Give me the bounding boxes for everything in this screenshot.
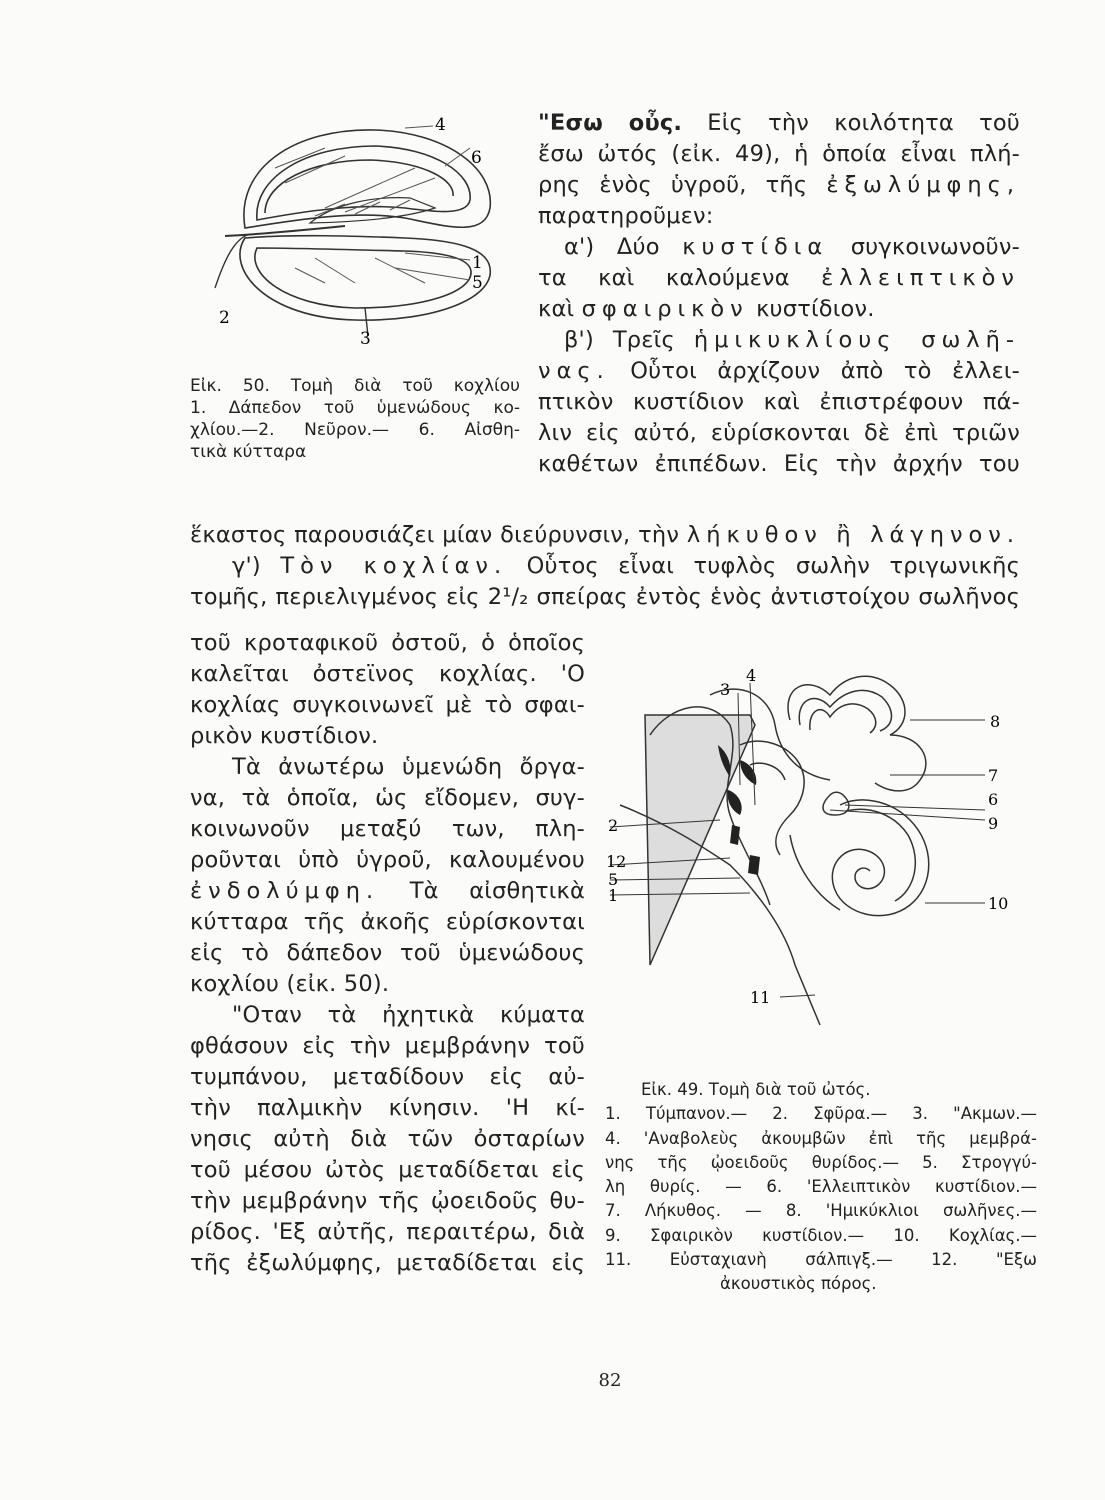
fig50-label-4: 4 bbox=[435, 115, 446, 135]
fig49-caption-line: 9. Σφαιρικὸν κυστίδιον.— 10. Κοχλίας.— bbox=[605, 1225, 1037, 1245]
fig49-label-3: 3 bbox=[720, 680, 731, 699]
spaced-term: νας. bbox=[538, 358, 610, 384]
text-line bbox=[538, 232, 1020, 263]
text-line: "Οταν τὰ ἠχητικὰ κύματα bbox=[232, 1002, 585, 1028]
text-line: καλεῖται ὀστεϊνος κοχλίας. 'Ο bbox=[190, 661, 585, 687]
text-line: ρίδος. 'Εξ αὐτῆς, περαιτέρω, διὰ bbox=[190, 1219, 585, 1245]
fig50-caption-line: τικὰ κύτταρα bbox=[190, 442, 307, 462]
text-line bbox=[190, 876, 585, 907]
right-column-text bbox=[538, 108, 1020, 480]
fig49-caption-title: Εἰκ. 49. Τομὴ διὰ τοῦ ὠτός. bbox=[641, 1080, 871, 1099]
fig50-caption-line: 1. Δάπεδον τοῦ ὑμενώδους κο- bbox=[190, 398, 520, 418]
spaced-term: κυστίδια bbox=[682, 234, 829, 260]
figure-50-cochlea-section bbox=[205, 108, 505, 353]
text-line bbox=[538, 356, 1020, 387]
text-line bbox=[190, 520, 1020, 551]
text-line: τὴν παλμικὴν κίνησιν. 'Η κί- bbox=[190, 1095, 585, 1121]
spaced-term: Τὸν κοχλίαν. bbox=[280, 553, 508, 579]
text-line: φθάσουν εἰς τὴν μεμβράνην τοῦ bbox=[190, 1033, 585, 1059]
fig49-caption-line: 7. Λήκυθος. — 8. 'Ημικύκλιοι σωλῆνες.— bbox=[605, 1201, 1037, 1221]
spaced-term: ἡμικυκλίους σωλῆ- bbox=[693, 327, 1020, 353]
text-span: κυστίδιον. bbox=[748, 296, 875, 322]
fig49-label-8: 8 bbox=[990, 712, 1001, 731]
text-line: νησις αὐτὴ διὰ τῶν ὀσταρίων bbox=[190, 1126, 585, 1152]
spaced-term: ἐλλειπτικὸν bbox=[821, 265, 1020, 291]
text-span: Εἰς τὴν κοιλότητα τοῦ bbox=[682, 110, 1021, 136]
text-line: κοχλίου (εἰκ. 50). bbox=[190, 971, 390, 997]
text-line: καθέτων ἐπιπέδων. Εἰς τὴν ἀρχήν του bbox=[538, 451, 1020, 477]
section-heading: "Εσω οὖς. bbox=[538, 110, 683, 136]
fig50-caption-line: χλίου.—2. Νεῦρον.— 6. Αἰσθη- bbox=[190, 420, 520, 440]
fig49-label-6: 6 bbox=[988, 790, 999, 809]
text-line: παρατηροῦμεν: bbox=[538, 203, 714, 229]
fig50-label-6: 6 bbox=[471, 148, 482, 168]
text-line: ἔσω ὠτός (εἰκ. 49), ἡ ὁποία εἶναι πλή- bbox=[538, 141, 1020, 167]
fig49-caption-line: ἀκουστικὸς πόρος. bbox=[720, 1274, 877, 1294]
text-line: Τὰ ἀνωτέρω ὑμενώδη ὄργα- bbox=[232, 754, 585, 780]
fig49-label-4: 4 bbox=[746, 666, 757, 685]
fig49-caption-line: 11. Εὐσταχιανὴ σάλπιγξ.— 12. "Εξω bbox=[605, 1250, 1037, 1270]
text-span: Οὗτοι ἀρχίζουν ἀπὸ τὸ ἐλλει- bbox=[609, 358, 1020, 384]
text-span: τα καὶ καλούμενα bbox=[538, 265, 822, 291]
text-span: β') Τρεῖς bbox=[564, 327, 694, 353]
text-line: κύτταρα τῆς ἀκοῆς εὑρίσκονται bbox=[190, 909, 585, 935]
full-width-text bbox=[190, 520, 1020, 613]
figure-50-caption bbox=[190, 375, 520, 463]
text-line: να, τὰ ὁποῖα, ὡς εἴδομεν, συγ- bbox=[190, 785, 585, 811]
text-line: εἰς τὸ δάπεδον τοῦ ὑμενώδους bbox=[190, 940, 585, 966]
fig50-caption-title: Εἰκ. 50. Τομὴ διὰ τοῦ κοχλίου bbox=[190, 376, 520, 396]
text-span: α') Δύο bbox=[564, 234, 683, 260]
text-line: κοινωνοῦν μεταξύ των, πλη- bbox=[190, 816, 585, 842]
text-line: λιν εἰς αὐτό, εὑρίσκονται δὲ ἐπὶ τριῶν bbox=[538, 420, 1020, 446]
page-number: 82 bbox=[598, 1370, 622, 1391]
text-line: τὴν μεμβράνην τῆς ᾠοειδοῦς θυ- bbox=[190, 1188, 585, 1214]
fig49-label-2: 2 bbox=[608, 816, 619, 835]
text-line: ροῦνται ὑπὸ ὑγροῦ, καλουμένου bbox=[190, 847, 585, 873]
figure-49-ear-section bbox=[590, 665, 1030, 1035]
text-span: Οὗτος εἶναι τυφλὸς σωλὴν τριγωνικῆς bbox=[507, 553, 1021, 579]
text-line: τομῆς, περιελιγμένος εἰς 2¹/₂ σπείρας ἐντὸς ἑνὸς ἀντιστοίχου σωλῆνος bbox=[190, 584, 1020, 610]
text-span: συγκοινωνοῦν- bbox=[828, 234, 1020, 260]
fig49-label-1: 1 bbox=[608, 886, 619, 905]
text-line bbox=[538, 294, 1020, 325]
text-span: ἕκαστος παρουσιάζει μίαν διεύρυνσιν, τὴν bbox=[190, 522, 687, 548]
left-column-text bbox=[190, 628, 585, 1279]
fig49-label-7: 7 bbox=[988, 766, 999, 785]
text-line: τοῦ μέσου ὠτὸς μεταδίδεται εἰς bbox=[190, 1157, 585, 1183]
fig50-label-3: 3 bbox=[360, 329, 371, 349]
fig49-label-9: 9 bbox=[988, 814, 999, 833]
text-line: τοῦ κροταφικοῦ ὀστοῦ, ὁ ὁποῖος bbox=[190, 630, 585, 656]
spaced-term: ἐξωλύμφης, bbox=[826, 172, 1020, 198]
text-line: κοχλίας συγκοινωνεῖ μὲ τὸ σφαι- bbox=[190, 692, 585, 718]
fig50-label-1: 1 bbox=[472, 253, 483, 273]
spaced-term: λήκυθον ἢ λάγηνον. bbox=[686, 522, 1021, 548]
fig49-caption-line: 1. Τύμπανον.— 2. Σφῦρα.— 3. "Ακμων.— bbox=[605, 1104, 1037, 1124]
text-line bbox=[538, 263, 1020, 294]
fig49-label-5: 5 bbox=[608, 870, 619, 889]
text-span: Τὰ αἰσθητικὰ bbox=[379, 878, 585, 904]
text-line bbox=[190, 551, 1020, 582]
fig49-label-11: 11 bbox=[750, 988, 771, 1007]
fig49-caption-line: νης τῆς ᾠοειδοῦς θυρίδος.— 5. Στρογγύ- bbox=[605, 1152, 1037, 1172]
text-line: πτικὸν κυστίδιον καὶ ἐπιστρέφουν πά- bbox=[538, 389, 1020, 415]
fig49-caption-line: λη θυρίς. — 6. 'Ελλειπτικὸν κυστίδιον.— bbox=[605, 1177, 1037, 1197]
fig49-label-12: 12 bbox=[606, 852, 627, 871]
text-line bbox=[538, 170, 1020, 201]
text-line: τῆς ἐξωλύμφης, μεταδίδεται εἰς bbox=[190, 1250, 585, 1276]
spaced-term: ἐνδολύμφη. bbox=[190, 878, 380, 904]
fig50-label-2: 2 bbox=[219, 308, 230, 328]
text-line: ρικὸν κυστίδιον. bbox=[190, 723, 379, 749]
spaced-term: σφαιρικὸν bbox=[581, 296, 749, 322]
text-span: καὶ bbox=[538, 296, 582, 322]
text-line bbox=[538, 325, 1020, 356]
text-line: τυμπάνου, μεταδίδουν εἰς αὐ- bbox=[190, 1064, 585, 1090]
fig49-label-10: 10 bbox=[988, 894, 1009, 913]
fig49-caption-line: 4. 'Αναβολεὺς ἀκουμβῶν ἐπὶ τῆς μεμβρά- bbox=[605, 1128, 1037, 1148]
text-span: γ') bbox=[232, 553, 281, 579]
text-line bbox=[538, 108, 1020, 139]
text-span: ρης ἑνὸς ὑγροῦ, τῆς bbox=[538, 172, 827, 198]
fig50-label-5: 5 bbox=[472, 273, 483, 293]
figure-49-caption bbox=[605, 1078, 1037, 1297]
